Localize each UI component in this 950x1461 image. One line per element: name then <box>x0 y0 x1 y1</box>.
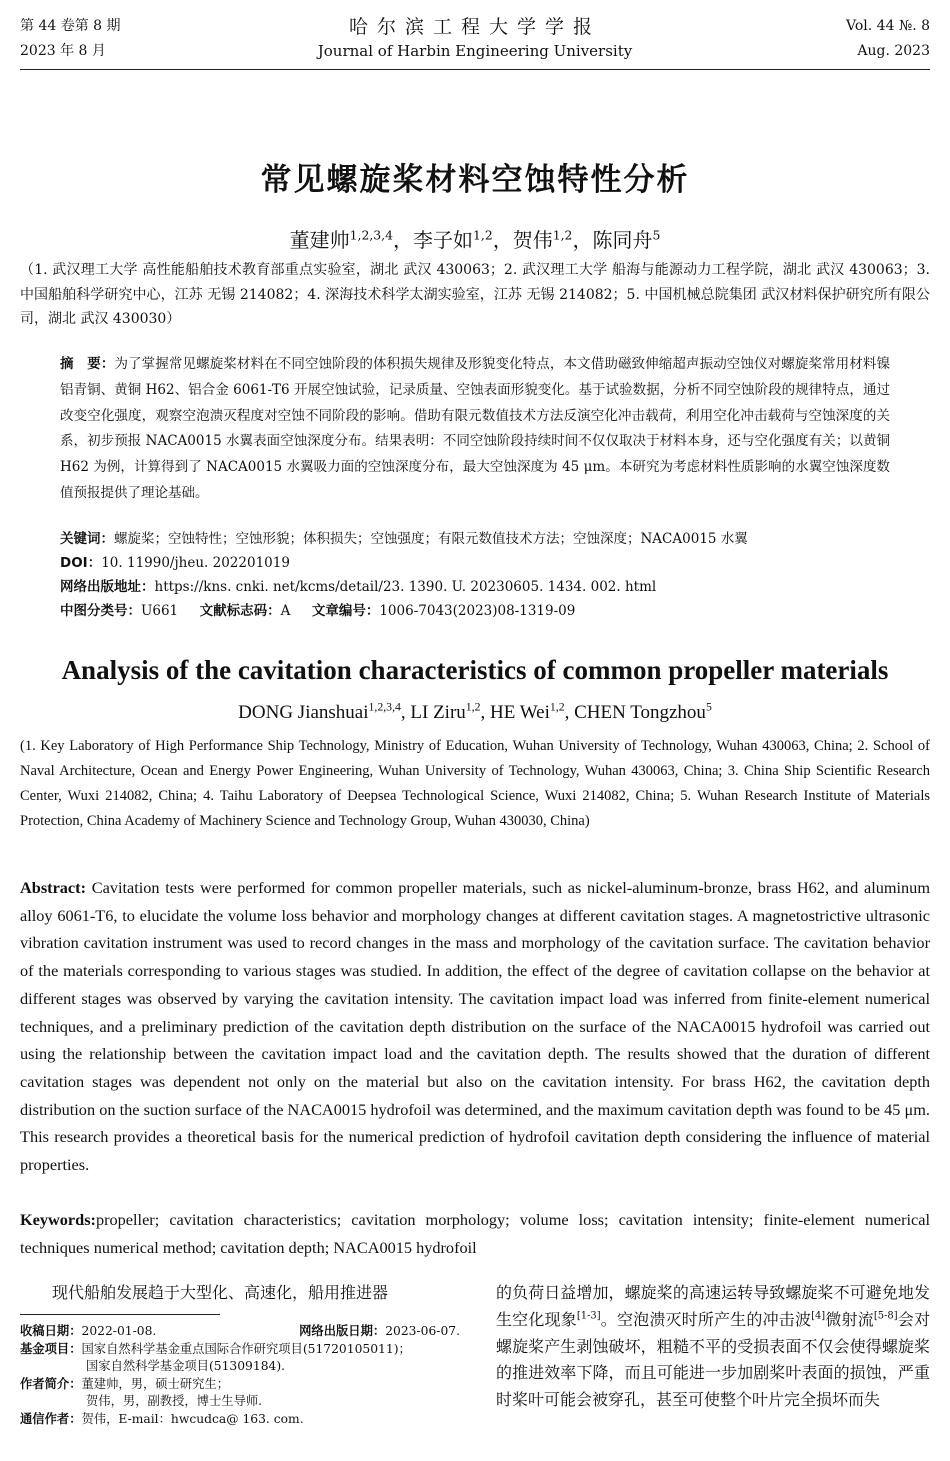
doi-label: DOI： <box>60 555 102 571</box>
author-affiliation-marker: 1,2 <box>552 227 573 243</box>
footnote-fund <box>20 1341 470 1359</box>
article-no-label: 文章编号： <box>311 603 380 619</box>
body-left-column <box>20 1280 470 1428</box>
fund-line-2: 国家自然科学基金项目(51309184). <box>86 1359 286 1373</box>
doc-code-label: 文献标志码： <box>199 603 281 619</box>
author-separator: , <box>480 702 491 723</box>
body-text: 会对螺旋桨产生剥蚀破坏，粗糙不平的受损表面不仅会使得螺旋桨的推进效率下降，而且可能进一步加剧桨叶表面的损蚀，严重时桨叶可能会被穿孔，甚至可使整个叶片完全损坏而失 <box>496 1309 930 1410</box>
author-name: LI Ziru <box>410 702 466 723</box>
keywords-cn-label: 关键词： <box>60 531 114 547</box>
doc-code-value: A <box>280 603 291 619</box>
header-divider <box>20 69 930 70</box>
author-separator: ， <box>572 228 593 252</box>
received-label: 收稿日期： <box>20 1324 82 1338</box>
citation-ref[interactable]: [5-8] <box>873 1310 898 1322</box>
footnote-bio <box>20 1376 470 1394</box>
online-url-link[interactable]: https://kns. cnki. net/kcms/detail/23. 1390. U. 20230605. 1434. 002. html <box>154 579 657 595</box>
body-text: 微射流 <box>825 1309 874 1329</box>
author-name: DONG Jianshuai <box>238 702 369 723</box>
title-cn: 常见螺旋桨材料空蚀特性分析 <box>260 162 690 198</box>
bio-line-2: 贺伟，男，副教授，博士生导师. <box>86 1394 263 1408</box>
header-issue-info: Vol. 44 №. 8 Aug. 2023 <box>846 18 930 59</box>
header-volume-info: 第 44 卷第 8 期 2023 年 8 月 <box>20 18 121 59</box>
authors-cn <box>0 224 950 253</box>
author-separator: ， <box>492 228 513 252</box>
citation-ref[interactable]: [1-3] <box>576 1310 601 1322</box>
article-no-value: 1006-7043(2023)08-1319-09 <box>379 603 576 619</box>
author-name: CHEN Tongzhou <box>574 702 706 723</box>
affiliations-en: (1. Key Laboratory of High Performance Ship Technology, Ministry of Education, Wuhan University of Technology, Wuhan 430063, China; 2. School of Naval Architecture, Ocean and Energy Power Engineering, Wuhan University of Technology, Wuhan 430063, China; 3. China Ship Scientific Research Center, Wuxi 214082, China; 4. Taihu Laboratory of Deepsea Technological Science, Wuxi 214082, China; 5. Wuhan Research Institute of Materials Protection, China Academy of Machinery Science and Technology Group, Wuhan 430030, China) <box>20 738 930 829</box>
online-url-label: 网络出版地址： <box>60 579 155 595</box>
clc-label: 中图分类号： <box>60 603 141 619</box>
classification-line <box>60 600 910 622</box>
author-affiliation-marker: 1,2,3,4 <box>368 700 401 714</box>
fund-label: 基金项目： <box>20 1341 82 1356</box>
author-affiliation-marker: 1,2 <box>549 700 565 714</box>
running-header <box>20 14 930 64</box>
doi-line <box>60 552 910 574</box>
author-name: 陈同舟 <box>592 228 653 252</box>
footnote-dates <box>20 1323 470 1341</box>
keywords-cn <box>60 528 910 550</box>
author-separator: ， <box>393 228 414 252</box>
journal-name-cn: 哈尔滨工程大学学报 <box>348 16 601 38</box>
keywords-en-text: propeller; cavitation characteristics; cavitation morphology; volume loss; cavitation intensity; finite-element numerical techniques numerical method; cavitation depth; NACA0015 hydrofoil <box>20 1210 930 1257</box>
authors-en <box>0 702 950 724</box>
body-right-column <box>496 1280 930 1414</box>
author-affiliation-marker: 1,2 <box>473 227 493 243</box>
affiliations-cn: （1. 武汉理工大学 高性能船舶技术教育部重点实验室，湖北 武汉 430063；2. 武汉理工大学 船海与能源动力工程学院，湖北 武汉 430063；3. 中国船舶科学研究中心，江苏 无锡 214082；4. 深海技术科学太湖实验室，江苏 无锡 214082；5. 中国机械总院集团 武汉材料保护研究所有限公司，湖北 武汉 430030） <box>20 262 930 327</box>
journal-name-en: Journal of Harbin Engineering University <box>317 42 633 60</box>
author-name: 李子如 <box>413 228 474 252</box>
keywords-en <box>20 1206 930 1262</box>
abstract-en <box>20 874 930 1179</box>
footnote-divider <box>20 1314 220 1315</box>
author-separator: , <box>400 702 411 723</box>
header-journal <box>20 14 930 62</box>
author-separator: , <box>564 702 575 723</box>
received-date: 2022-01-08. <box>81 1324 157 1338</box>
author-affiliation-marker: 5 <box>705 700 712 714</box>
author-affiliation-marker: 1,2,3,4 <box>349 227 394 243</box>
author-affiliation-marker: 5 <box>652 227 661 243</box>
doi-value[interactable]: 10. 11990/jheu. 202201019 <box>101 555 290 571</box>
body-text: 的负荷日益增加，螺旋桨的高速运转导致螺旋桨不可避免地发生空化现象 <box>496 1283 930 1329</box>
keywords-cn-text: 螺旋桨；空蚀特性；空蚀形貌；体积损失；空蚀强度；有限元数值技术方法；空蚀深度；NACA0015 水翼 <box>114 531 748 547</box>
body-paragraph-start: 现代船舶发展趋于大型化、高速化，船用推进器 <box>52 1283 389 1302</box>
online-date-label: 网络出版日期： <box>299 1324 386 1338</box>
keywords-en-label: Keywords: <box>20 1210 96 1229</box>
fund-line-1: 国家自然科学基金重点国际合作研究项目(51720105011)； <box>81 1341 411 1356</box>
bio-label: 作者简介： <box>20 1376 82 1391</box>
body-text: 。空泡溃灭时所产生的冲击波 <box>600 1309 812 1329</box>
author-affiliation-marker: 1,2 <box>465 700 481 714</box>
online-date: 2023-06-07. <box>385 1324 460 1338</box>
footnotes <box>20 1323 470 1428</box>
footnote-corresponding <box>20 1411 470 1429</box>
author-name: HE Wei <box>490 702 550 723</box>
abstract-cn-text: 为了掌握常见螺旋桨材料在不同空蚀阶段的体积损失规律及形貌变化特点，本文借助磁致伸缩超声振动空蚀仪对螺旋桨常用材料镍铝青铜、黄铜 H62、铝合金 6061-T6 开展空蚀试验，记录质量、空蚀表面形貌变化。基于试验数据，分析不同空蚀阶段的规律特点，通过改变空化强度，观察空泡溃灭程度对空蚀不同阶段的影响。借助有限元数值技术方法反演空化冲击载荷，利用空化冲击载荷与空蚀深度的关系，初步预报 NACA0015 水翼表面空蚀深度分布。结果表明：不同空蚀阶段持续时间不仅仅取决于材料本身，还与空化强度有关；以黄铜 H62 为例，计算得到了 NACA0015 水翼吸力面的空蚀深度分布，最大空蚀深度为 45 μm。本研究为考虑材料性质影响的水翼空蚀深度数值预报提供了理论基础。 <box>60 356 891 501</box>
abstract-cn-label: 摘 要： <box>60 356 115 372</box>
author-name: 贺伟 <box>512 228 553 252</box>
abstract-en-label: Abstract: <box>20 878 87 897</box>
title-en: Analysis of the cavitation characteristics of common propeller materials <box>61 655 889 685</box>
citation-ref[interactable]: [4] <box>811 1310 826 1322</box>
online-url-line <box>60 576 910 598</box>
bio-line-1: 董建帅，男，硕士研究生； <box>81 1376 230 1391</box>
clc-value: U661 <box>141 603 179 619</box>
abstract-cn <box>60 352 890 507</box>
corresponding-author[interactable]: 贺伟，E-mail：hwcudca@ 163. com. <box>81 1411 304 1426</box>
abstract-en-text: Cavitation tests were performed for common propeller materials, such as nickel-aluminum-bronze, brass H62, and aluminum alloy 6061-T6, to elucidate the volume loss behavior and morphology changes at different cavitation stages. A magnetostrictive ultrasonic vibration cavitation instrument was used to record changes in the mass and morphology of the cavitation surface. The cavitation behavior of the materials corresponding to various stages was studied. In addition, the effect of the degree of cavitation collapse on the behavior at different stages was observed by varying the cavitation intensity. The cavitation impact load was inferred from finite-element numerical techniques, and a preliminary prediction of the cavitation depth distribution on the surface of the NACA0015 hydrofoil was carried out using the relationship between the cavitation impact load and the cavitation depth. The results showed that the duration of different cavitation stages was dependent not only on the material but also on the cavitation intensity. For brass H62, the cavitation depth distribution on the suction surface of the NACA0015 hydrofoil was determined, and the maximum cavitation depth was found to be 45 μm. This research provides a theoretical basis for the numerical prediction of hydrofoil cavitation depth considering the influence of material properties. <box>20 878 930 1175</box>
corresponding-label: 通信作者： <box>20 1411 82 1426</box>
author-name: 董建帅 <box>289 228 350 252</box>
